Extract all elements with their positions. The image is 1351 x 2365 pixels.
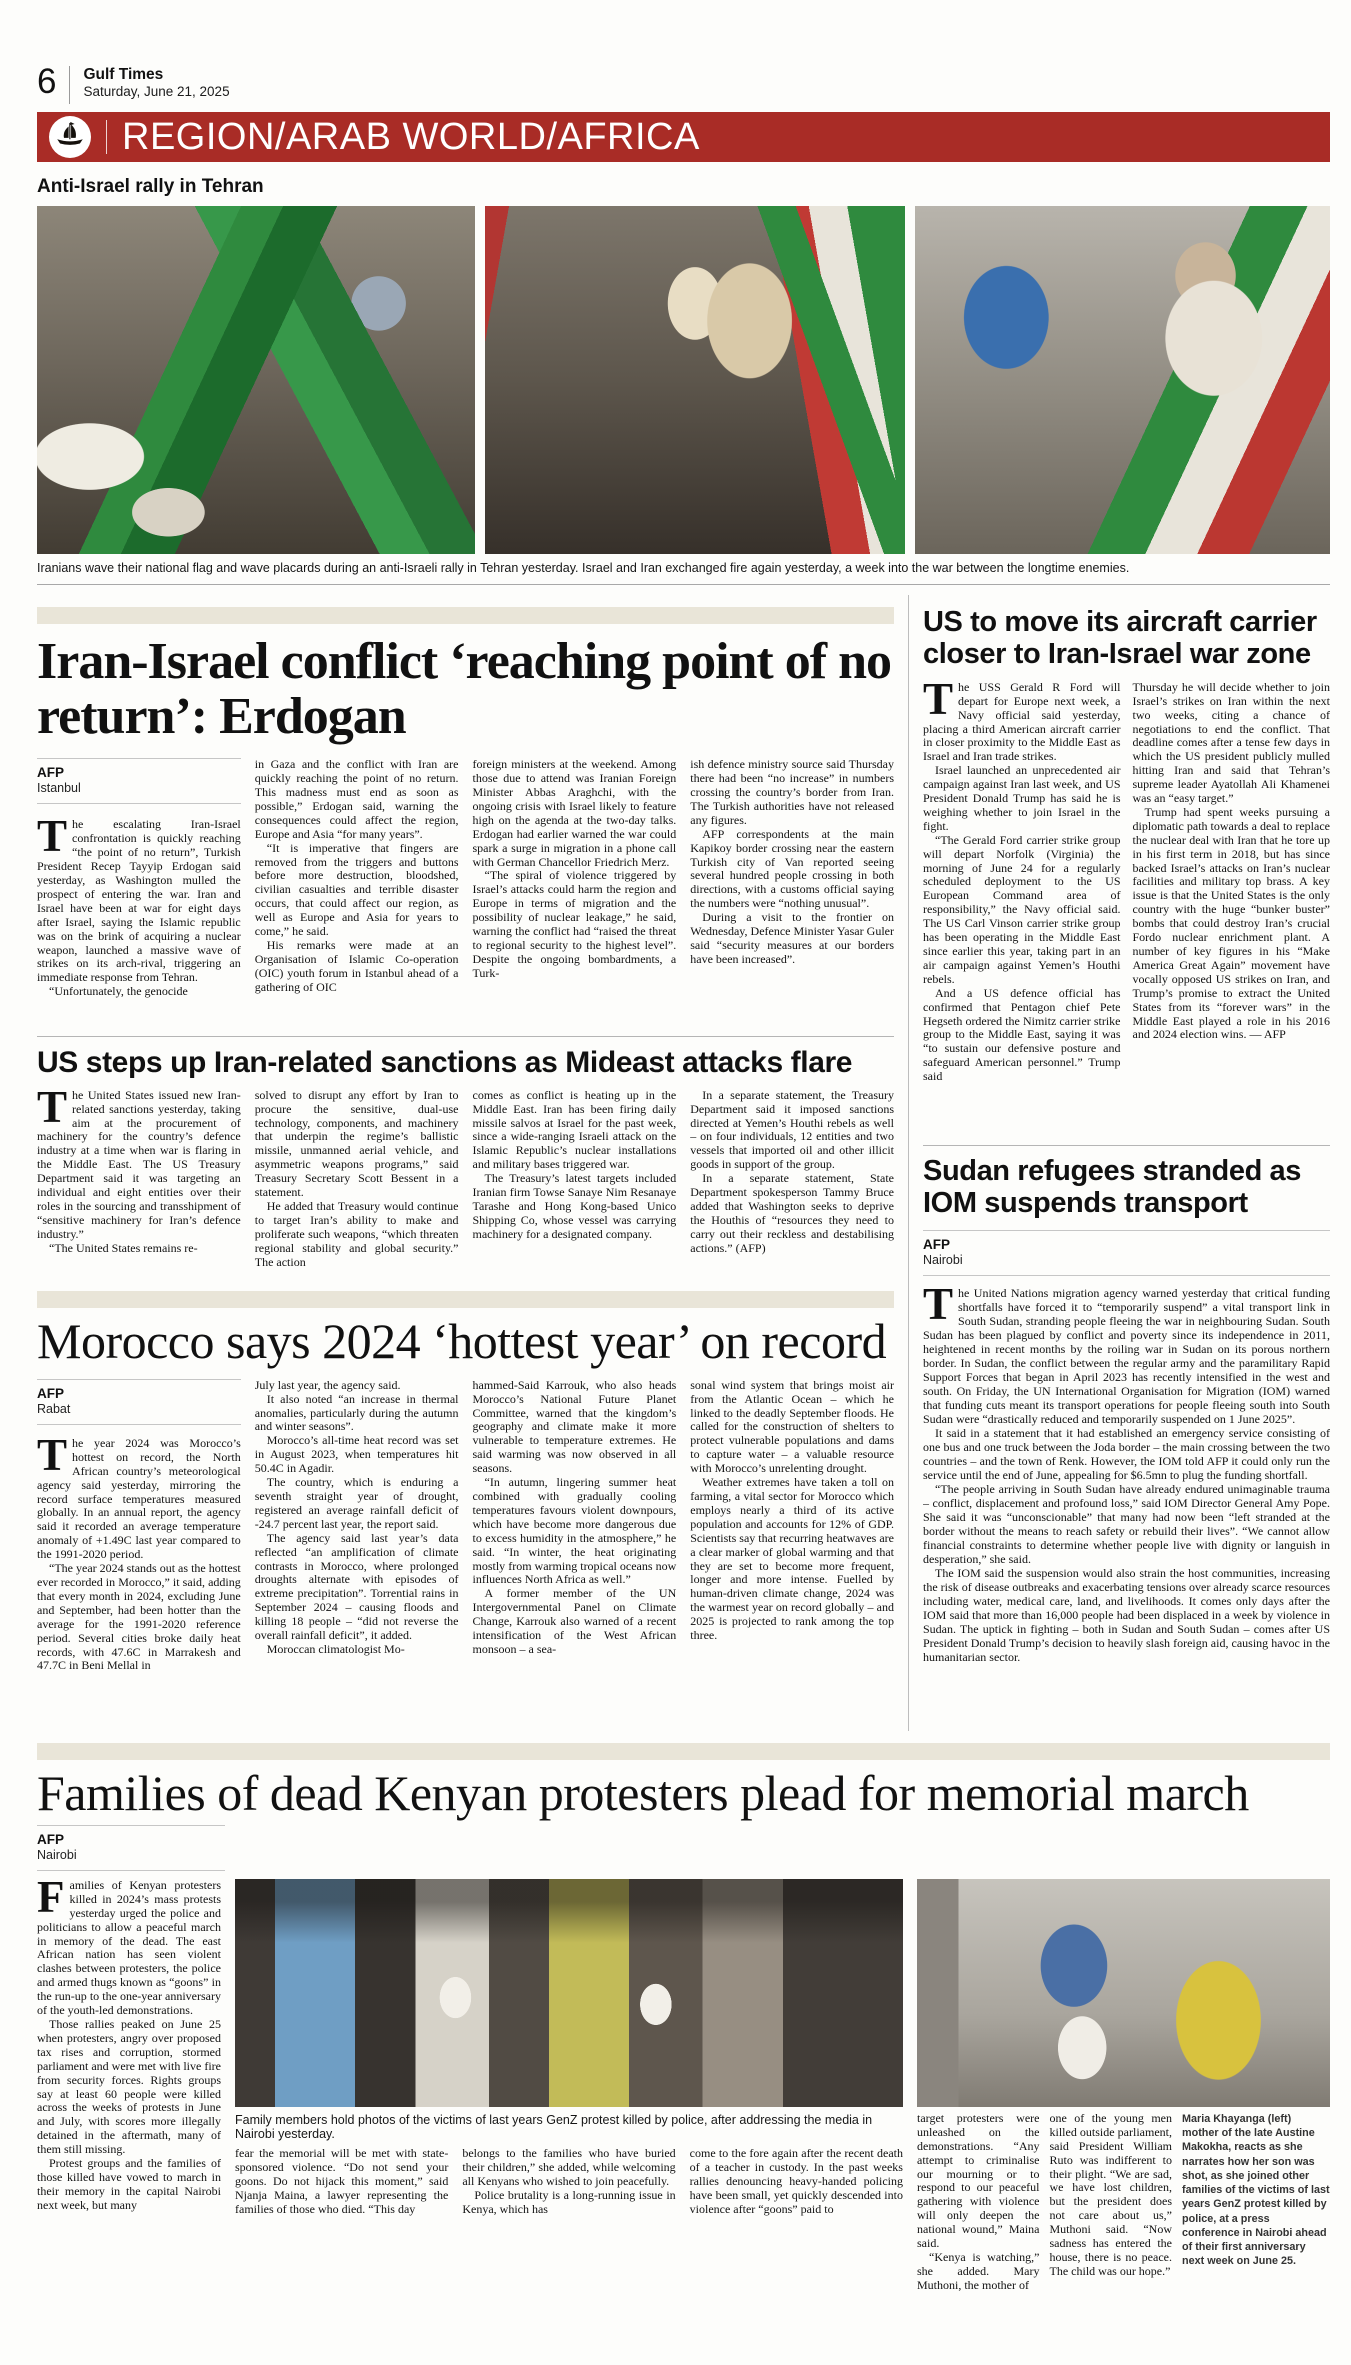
body-paragraph: Weather extremes have taken a toll on farming, a vital sector for Morocco which employs nearly a third of its active population and accounts for 12% of GDP. Scientists say that recurring heatwaves are a clear marker of global warming and that they are set to become more frequent, longer and more intense. Fuelled by human-driven climate change, 2024 was the warmest year on record globally – and 2025 is projected to rank among the top three. (690, 1475, 894, 1643)
erdogan-headline: Iran-Israel conflict ‘reaching point of no return’: Erdogan (37, 633, 891, 746)
page-number: 6 (37, 62, 57, 101)
erdogan-body (37, 758, 894, 1024)
body-column (690, 1089, 894, 1277)
body-paragraph: “The people arriving in South Sudan have already endured unimaginable trauma – conflict, displacement and profound loss,” said IOM Director General Amy Pope. She said it was “unconscionable” that many had now been “left stranded at the border without the means to reach safety or rebuild their lives”. “We cannot allow financial constraints to determine whether people live with dignity or languish in desperation,” she said. (923, 1481, 1330, 1566)
kenya-left-caption: Family members hold photos of the victims of last years GenZ protest killed by police, after addressing the media in Nairobi yesterday. (235, 2112, 873, 2141)
section-banner (37, 112, 1330, 162)
body-paragraph: one of the young men killed outside parliament, said President William Ruto was indifferent to their plight. “We are sad, we have lost children, but the president does not care about us,” Muthoni said. “Now sadness has entered the house, there is no peace. The child was our hope.” (1049, 2111, 1172, 2278)
body-paragraph: foreign ministers at the weekend. Among those due to attend was Iranian Foreign Minister Abbas Araghchi, with the ongoing crisis with Israel likely to feature high on the agenda at the two-day talks. Erdogan had earlier warned the war could spark a surge in migration in a phone call with German Chancellor Friedrich Merz. (472, 758, 677, 869)
article-kenya (37, 1743, 1330, 2358)
headline-kicker-bar (37, 1291, 894, 1308)
body-column (37, 1871, 221, 2358)
byline-location: Istanbul (37, 781, 81, 796)
body-paragraph: “It is imperative that fingers are removed from the triggers and buttons before more destruction, bloodshed, civilian casualties and terrible disaster occurs, that could affect our region, as well as Europe and Asia for years to come,” he said. (254, 840, 459, 939)
dhow-boat-icon (53, 118, 87, 157)
body-paragraph: The Treasury’s latest targets included Iranian firm Towse Sanaye Nim Resanaye Tarashe and Hong Kong-based Unico Shipping Co, whose vessel was carrying machinery for a designated company. (472, 1171, 677, 1241)
paper-logo (49, 116, 91, 158)
left-articles (37, 595, 909, 1731)
carrier-headline: US to move its aircraft carrier closer to Iran-Israel war zone (923, 606, 1317, 670)
body-paragraph: “The year 2024 stands out as the hottest ever recorded in Morocco,” it said, adding that every month in 2024, excluding June and September, had been hotter than the average for the 1991-2020 reference period. Several cities broke daily heat records, with 47.6C in Marrakesh and 47.7C in Beni Mellal in (37, 1561, 241, 1673)
kenya-mid-columns (235, 2147, 903, 2251)
body-column (462, 2147, 675, 2251)
section-title: REGION/ARAB WORLD/AFRICA (122, 115, 700, 158)
body-column (1133, 681, 1331, 1133)
body-paragraph: fear the memorial will be met with state-sponsored violence. “Do not send your goons. Do not hijack this moment,” said Njanja Maina, a lawyer representing the families of those who died. “This day (235, 2146, 449, 2216)
article-morocco (37, 1291, 894, 1731)
byline (37, 1379, 241, 1425)
body-column (690, 758, 894, 1024)
kenya-right-photo-block (917, 1879, 1330, 2358)
body-paragraph: Thursday he will decide whether to join Israel’s strikes on Iran within the next two weeks, citing a chance of negotiations to end the conflict. That deadline comes after a tense few days in which the US president publicly mulled hitting Iran and said that Tehran’s supreme leader Ayatollah Ali Khamenei was an “easy target.” (1132, 680, 1330, 806)
masthead (37, 0, 1330, 104)
body-paragraph: “The spiral of violence triggered by Israel’s attacks could harm the region and Europe in terms of migration and the possibility of nuclear leakage,” he said, warning the conflict had “raised the threat to regional security to the highest level”. Despite the ongoing bombardments, a Turk- (472, 868, 677, 980)
right-articles (909, 595, 1330, 1731)
rally-photo-section (37, 176, 1330, 575)
body-column (255, 1379, 459, 1731)
body-column (690, 1379, 894, 1731)
body-column (923, 681, 1121, 1133)
article-sanctions (37, 1047, 894, 1277)
kenya-row (37, 1871, 1330, 2358)
body-paragraph: “The Gerald Ford carrier strike group will depart Norfolk (Virginia) the morning of June 24 for a regularly scheduled deployment to the US European Command area of responsibility,” the Navy official said. The US Carl Vinson carrier strike group has been operating in the Middle East since earlier this year, taking part in an air campaign against Yemen’s Houthi rebels. (923, 832, 1121, 986)
sudan-headline: Sudan refugees stranded as IOM suspends transport (923, 1154, 1301, 1219)
article-carrier (923, 607, 1330, 1133)
body-paragraph: belongs to the families who have buried their children,” she added, while welcoming all Kenyans who wished to join peacefully. (462, 2146, 676, 2188)
tehran-rally-photo-right (915, 206, 1330, 554)
issue-date: Saturday, June 21, 2025 (83, 83, 230, 99)
body-paragraph: solved to disrupt any effort by Iran to procure the sensitive, dual-use technology, components, and machinery that underpin the regime’s ballistic missile, unmanned aerial vehicle, and asymmetric weapons programs,” said Treasury Secretary Scott Bessent in a statement. (254, 1088, 459, 1200)
byline-agency: AFP (923, 1236, 950, 1252)
body-paragraph: “In autumn, lingering summer heat combined with gradually cooling temperatures favours violent downpours, which have become more dangerous due to excess humidity in the atmosphere,” he said. “In winter, the heat originating mostly from warming tropical oceans now influences North Africa as well.” (472, 1475, 677, 1587)
body-column (37, 1089, 241, 1277)
body-paragraph: The United States issued new Iran-related sanctions yesterday, taking aim at the procurement of machinery for the country’s defence industry at a time when war is flaring in the Middle East. The US Treasury Department said it was targeting an individual and eight entities over their roles in the sourcing and transshipment of “sensitive machinery for Iran’s defence industry.” (37, 1088, 241, 1241)
byline-location: Nairobi (923, 1252, 963, 1267)
body-paragraph: The USS Gerald R Ford will depart for Europe next week, a Navy official said yesterday, placing a third American aircraft carrier in closer proximity to the Middle East as Israel and Iran trade strikes. (923, 680, 1121, 764)
article-divider (37, 1036, 894, 1037)
body-column (473, 1379, 677, 1731)
byline (923, 1230, 1330, 1276)
body-column (690, 2147, 903, 2251)
body-paragraph: “Unfortunately, the genocide (49, 984, 188, 999)
banner-divider (106, 120, 107, 154)
article-divider (923, 1145, 1330, 1146)
body-paragraph: ish defence ministry source said Thursday there had been “no increase” in numbers crossing the country’s border from Iran. The Turkish authorities have not released any figures. (690, 758, 894, 827)
kenya-right-caption: Maria Khayanga (left) mother of the late Austine Makokha, reacts as she narrates how her son was shot, as she joined other families of the victims of last years GenZ protest killed by police, at a press conference in Nairobi ahead of their first anniversary next week on June 25. (1182, 2112, 1330, 2268)
article-erdogan (37, 607, 894, 1024)
body-paragraph: The year 2024 was Morocco’s hottest on record, the North African country’s meteorological agency said yesterday, mirroring the record surface temperatures measured globally. In an annual report, the agency said it recorded an average temperature anomaly of +1.49C last year compared to the 1991-2020 period. (37, 1429, 241, 1562)
body-paragraph: hammed-Said Karrouk, who also heads Morocco’s National Future Planet Committee, warned that the kingdom’s geography and climate make it more vulnerable to temperature extremes. He said warming was now observed in all seasons. (472, 1378, 677, 1476)
body-paragraph: A former member of the UN Intergovernmental Panel on Climate Change, Karrouk also warned of a recent intensification of the West African monsoon – a sea- (472, 1586, 677, 1656)
body-paragraph: He added that Treasury would continue to target Iran’s ability to make and proliferate such weapons, “which threaten regional stability and global security.” The action (254, 1198, 459, 1269)
kenya-headline: Families of dead Kenyan protesters plead for memorial march (37, 1764, 1249, 1821)
body-paragraph: The agency said last year’s data reflected “an amplification of climate contrasts in Morocco, where prolonged droughts alternate with episodes of extreme precipitation”. Torrential rains in September 2024 – causing floods and killing 18 people – “did not reverse the overall rainfall deficit”, it added. (254, 1530, 459, 1643)
byline-location: Nairobi (37, 1847, 77, 1862)
body-paragraph: In a separate statement, State Department spokesperson Tammy Bruce added that Washington seeks to deprive the Houthis of “resources they need to carry out their reckless and destabilising actions.” (AFP) (690, 1171, 894, 1255)
body-paragraph: comes as conflict is heating up in the Middle East. Iran has been firing daily missile salvos at Israel for the past week, since a wide-ranging Israeli attack on the Islamic Republic’s nuclear installations and military bases triggered war. (472, 1088, 677, 1172)
masthead-divider (69, 66, 70, 104)
body-paragraph: Those rallies peaked on June 25 when protesters, angry over proposed tax rises and corruption, stormed parliament and were met with live fire from security forces. Rights groups say at least 60 people were killed across the weeks of protests in June and July, with scores more illegally detained in the aftermath, many of them still missing. (37, 2016, 221, 2157)
byline-location: Rabat (37, 1401, 71, 1416)
body-paragraph: Police brutality is a long-running issue in Kenya, which has (462, 2187, 676, 2216)
headline-kicker-bar (37, 1743, 1330, 1760)
body-paragraph: It also noted “an increase in thermal anomalies, particularly during the autumn and winter seasons”. (254, 1391, 459, 1434)
tehran-rally-photo-left (37, 206, 475, 554)
body-paragraph: And a US defence official has confirmed that Pentagon chief Pete Hegseth ordered the Nimitz carrier strike group to the Middle East, saying it was “to sustain our defensive posture and safeguard American personnel.” Trump said (923, 985, 1121, 1084)
byline-agency: AFP (37, 1831, 64, 1847)
body-paragraph: Trump had spent weeks pursuing a diplomatic path towards a deal to replace the nuclear deal with Iran that he tore up in his first term in 2018, but has since backed Israel’s attacks on Iran’s nuclear facilities and military top brass. A key issue is that the United States is the only country with the huge “bunker buster” bombs that could destroy Iran’s crucial Fordo nuclear enrichment plant. A number of key figures in his “Make America Great Again” movement have vocally opposed US strikes on Iran, and Trump’s promise to extract the United States from its “forever wars” in the Middle East played a role in his 2016 and 2024 election wins. — AFP (1132, 804, 1330, 1042)
body-paragraph: Israel launched an unprecedented air campaign against Iran last week, and US President Donald Trump has said he is weighing whether to join Israel in the fight. (923, 763, 1121, 833)
body-paragraph: The IOM said the suspension would also strain the host communities, increasing the risk of disease outbreaks and exacerbating tensions over already scarce resources including water, medical care, land, and livelihoods. It comes only days after the IOM said that more than 16,000 people had been displaced in a week by violence in Sudan. The uptick in fighting – both in Sudan and South Sudan – comes after US President Donald Trump’s decision to heavily slash foreign aid, causing havoc in the humanitarian sector. (923, 1565, 1330, 1664)
body-paragraph: July last year, the agency said. (254, 1378, 401, 1392)
body-paragraph: Morocco’s all-time heat record was set in August 2023, when temperatures hit 50.4C in Agadir. (254, 1433, 459, 1476)
kenya-families-photo (235, 1879, 903, 2107)
body-column (255, 758, 459, 1024)
body-column (255, 1089, 459, 1277)
body-paragraph: Protest groups and the families of those killed have vowed to march in their memory in the capital Nairobi next week, but many (37, 2156, 221, 2212)
body-column (37, 1379, 241, 1731)
paper-name: Gulf Times (83, 66, 164, 83)
rally-kicker: Anti-Israel rally in Tehran (37, 176, 264, 197)
body-paragraph: “Kenya is watching,” she added. Mary Muthoni, the mother of (917, 2249, 1040, 2292)
body-paragraph: Families of Kenyan protesters killed in 2024’s mass protests yesterday urged the police and politicians to allow a peaceful march in memory of the dead. The east African nation has seen violent clashes between protesters, the police and armed thugs known as “goons” in the run-up to the one-year anniversary of the youth-led demonstrations. (37, 1871, 221, 2018)
body-paragraph: It said in a statement that it had established an emergency service consisting of one bus and one truck between the Joda border – the main crossing between the two countries – and the town of Renk. However, the IOM told AFP it could only run the service until the end of June, appealing for $6.5mn to plug the funding shortfall. (923, 1425, 1330, 1482)
body-paragraph: come to the fore again after the recent death of a teacher in custody. In the past weeks rallies denouncing heavy-handed policing have been small, yet quickly descended into violence after “goons” paid to (689, 2146, 903, 2216)
rally-photo-row (37, 206, 1330, 554)
morocco-body (37, 1379, 894, 1731)
byline (37, 758, 241, 804)
headline-kicker-bar (37, 607, 894, 624)
morocco-headline: Morocco says 2024 ‘hottest year’ on record (37, 1312, 887, 1369)
body-paragraph: His remarks were made at an Organisation of Islamic Co-operation (OIC) youth forum in Istanbul ahead of a gathering of OIC (254, 938, 459, 994)
carrier-body (923, 681, 1330, 1133)
kenya-maria-photo (917, 1879, 1330, 2107)
body-column (473, 1089, 677, 1277)
body-paragraph: During a visit to the frontier on Wednesday, Defence Minister Yasar Guler said “security measures at our borders have been increased”. (690, 910, 894, 966)
body-paragraph: “The United States remains re- (49, 1240, 198, 1255)
kenya-right-bottom (917, 2112, 1330, 2358)
sudan-body (923, 1286, 1330, 1714)
rally-caption: Iranians wave their national flag and wave placards during an anti-Israeli rally in Tehran yesterday. Israel and Iran exchanged fire again yesterday, a week into the war between the longtime enemies. (37, 561, 1130, 575)
body-paragraph: The escalating Iran-Israel confrontation is quickly reaching “the point of no return”, Turkish President Recep Tayyip Erdogan said yesterday, as Washington mulled the prospect of entering the war. Iran and Israel have been at war for eight days after Israel, saying the Islamic republic was on the brink of acquiring a nuclear weapon, launched a massive wave of strikes on its arch-rival, triggering an immediate response from Tehran. (37, 811, 241, 985)
tehran-rally-photo-middle (485, 206, 905, 554)
kenya-left-photo-block (235, 1879, 903, 2358)
body-column (235, 2147, 448, 2251)
body-column (473, 758, 677, 1024)
body-paragraph: AFP correspondents at the main Kapikoy border crossing near the eastern Turkish city of Van reported seeing several hundred people crossing in both directions, with a customs official saying the numbers were “nothing unusual”. (690, 826, 894, 911)
body-column (37, 758, 241, 1024)
section-divider (37, 584, 1330, 585)
article-sudan (923, 1156, 1330, 1714)
body-paragraph: sonal wind system that brings moist air from the Atlantic Ocean – which he linked to the deadly September floods. He called for the construction of shelters to protect vulnerable populations and dams to capture water – a valuable resource with Morocco’s unrelenting drought. (690, 1378, 894, 1476)
main-content (37, 595, 1330, 1731)
body-paragraph: The country, which is enduring a seventh straight year of drought, registered an average rainfall deficit of -24.7 percent last year, the report said. (254, 1475, 459, 1531)
body-paragraph: The United Nations migration agency warned yesterday that critical funding shortfalls have forced it to “temporarily suspend” a vital transport link in South Sudan, stranding people fleeing the war in neighbouring Sudan. South Sudan has been plagued by conflict and poverty since its independence in 2011, heightened in recent months by the roiling war in Sudan on its porous northern border. In Sudan, the conflict between the regular army and the paramilitary Rapid Support Forces that began in April 2023 has recently intensified in the west and south. On Friday, the UN International Organisation for Migration (IOM) warned that funding cuts meant its transport operations for people fleeing south into South Sudan were “drastically reduced and temporarily suspended on 1 June 2025”. (923, 1285, 1330, 1426)
byline-agency: AFP (37, 765, 64, 781)
byline-agency: AFP (37, 1385, 64, 1401)
byline (37, 1825, 225, 1871)
body-paragraph: In a separate statement, the Treasury Department said it imposed sanctions directed at Yemen’s Houthi rebels as well – on four individuals, 12 entities and two vessels that imported oil and other illicit goods in support of the group. (690, 1088, 894, 1172)
sanctions-body (37, 1089, 894, 1277)
body-paragraph: Moroccan climatologist Mo- (266, 1641, 405, 1656)
body-paragraph: target protesters were unleashed on the demonstrations. “Any attempt to criminalise our mourning or to respond to our peaceful gathering with violence will only deepen the national wound,” Maina said. (917, 2111, 1040, 2251)
sanctions-headline: US steps up Iran-related sanctions as Mideast attacks flare (37, 1046, 853, 1080)
body-paragraph: in Gaza and the conflict with Iran are quickly reaching the point of no return. This madness must end as soon as possible,” Erdogan said, warning the consequences could affect the region, Europe and Asia “for many years”. (254, 758, 459, 841)
body-column (917, 2112, 1040, 2358)
body-column (1050, 2112, 1173, 2358)
